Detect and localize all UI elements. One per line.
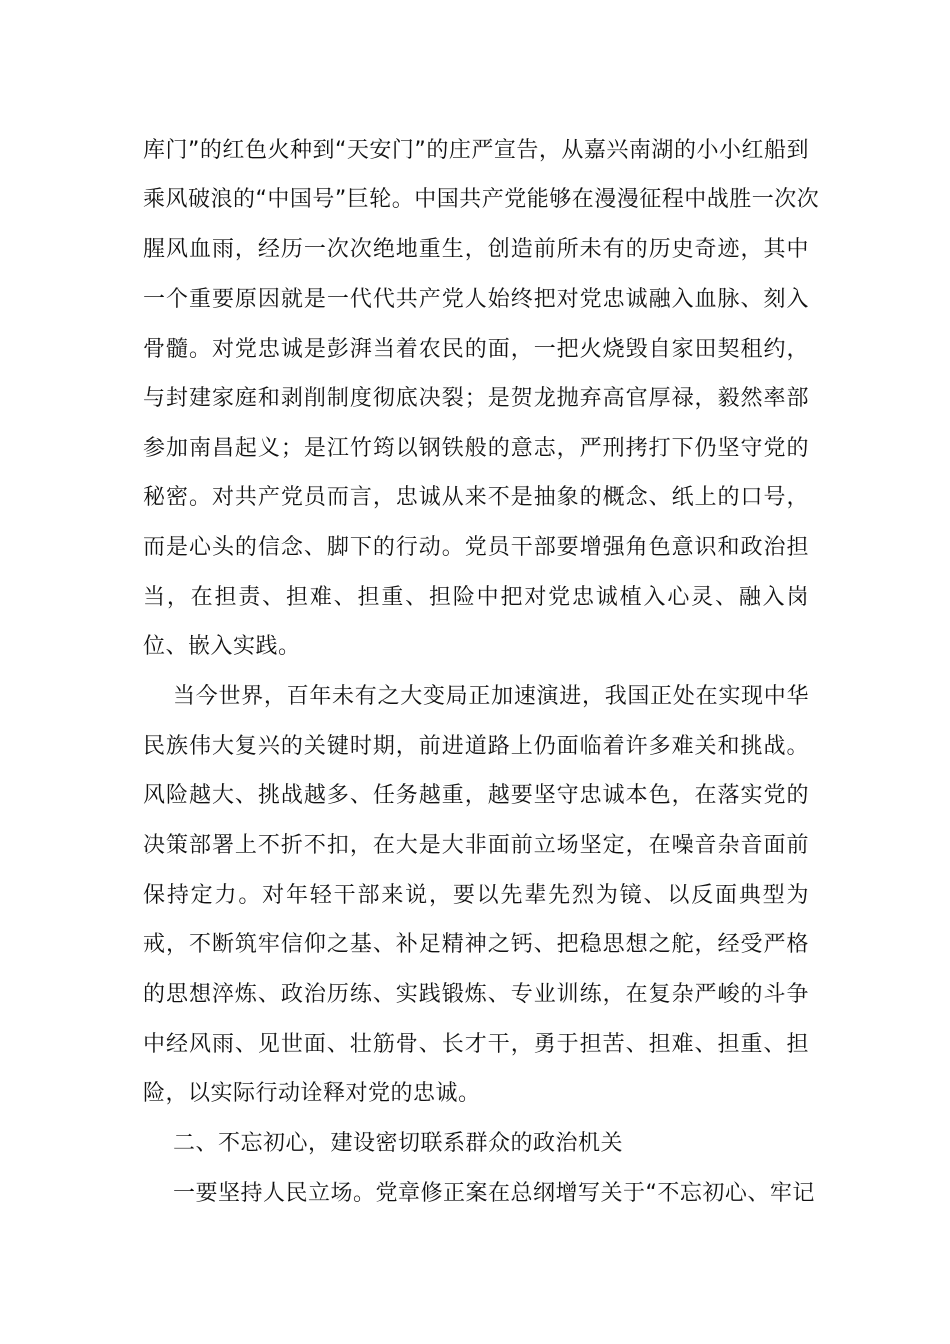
text-line: 位、嵌入实践。 <box>143 634 301 659</box>
text-line: 保持定力。对年轻干部来说，要以先辈先烈为镜、以反面典型为 <box>143 883 809 908</box>
document-body <box>143 0 820 1344</box>
text-line: 风险越大、挑战越多、任务越重，越要坚守忠诚本色，在落实党的 <box>143 783 809 808</box>
section-heading-text: 二、不忘初心，建设密切联系群众的政治机关 <box>173 1131 624 1156</box>
text-line: 一要坚持人民立场。党章修正案在总纲增写关于“不忘初心、牢记 <box>173 1181 815 1206</box>
text-line: 的思想淬炼、政治历练、实践锻炼、专业训练，在复杂严峻的斗争 <box>143 982 809 1007</box>
text-line: 民族伟大复兴的关键时期，前进道路上仍面临着许多难关和挑战。 <box>143 734 809 759</box>
text-line: 决策部署上不折不扣，在大是大非面前立场坚定，在噪音杂音面前 <box>143 833 809 858</box>
text-line: 骨髓。对党忠诚是彭湃当着农民的面，一把火烧毁自家田契租约， <box>143 337 809 362</box>
text-line: 中经风雨、见世面、壮筋骨、长才干，勇于担苦、担难、担重、担 <box>143 1032 809 1057</box>
text-line: 一个重要原因就是一代代共产党人始终把对党忠诚融入血脉、刻入 <box>143 287 809 312</box>
text-line: 当今世界，百年未有之大变局正加速演进，我国正处在实现中华 <box>173 684 809 709</box>
text-line: 当，在担责、担难、担重、担险中把对党忠诚植入心灵、融入岗 <box>143 585 809 610</box>
text-line: 乘风破浪的“中国号”巨轮。中国共产党能够在漫漫征程中战胜一次次 <box>143 187 820 212</box>
text-line: 而是心头的信念、脚下的行动。党员干部要增强角色意识和政治担 <box>143 535 809 560</box>
text-line: 腥风血雨，经历一次次绝地重生，创造前所未有的历史奇迹，其中 <box>143 237 809 262</box>
text-line: 库门”的红色火种到“天安门”的庄严宣告，从嘉兴南湖的小小红船到 <box>143 138 809 163</box>
text-line: 戒，不断筑牢信仰之基、补足精神之钙、把稳思想之舵，经受严格 <box>143 932 809 957</box>
text-line: 险，以实际行动诠释对党的忠诚。 <box>143 1081 481 1106</box>
text-line: 参加南昌起义；是江竹筠以钢铁般的意志，严刑拷打下仍坚守党的 <box>143 436 809 461</box>
text-line: 与封建家庭和剥削制度彻底决裂；是贺龙抛弃高官厚禄，毅然率部 <box>143 386 809 411</box>
text-line: 秘密。对共产党员而言，忠诚从来不是抽象的概念、纸上的口号， <box>143 485 809 510</box>
